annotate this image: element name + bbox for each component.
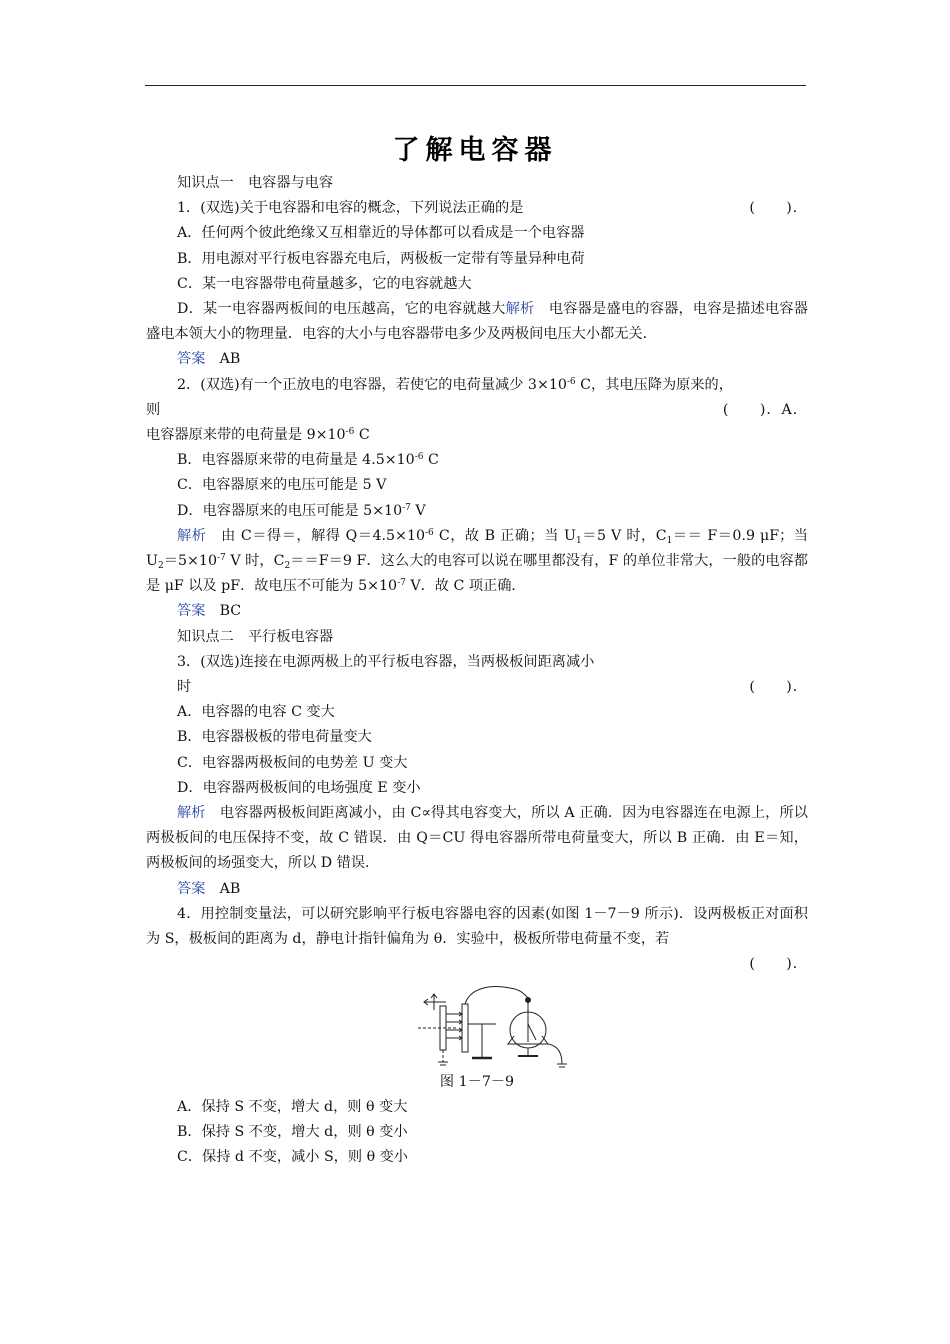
answer-label: 答案 bbox=[177, 603, 206, 620]
question-3-analysis: 解析 电容器两极板间距离减小，由 C∝得其电容变大，所以 A 正确．因为电容器连在电源上，所以两极板间的电压保持不变，故 C 错误．由 Q＝CU 得电容器所带电荷量变大，所以 B 正确．由 E＝知，两极板间的场强变大，所以 D 错误． bbox=[146, 805, 808, 872]
answer-label: 答案 bbox=[177, 351, 206, 368]
question-4-stem: 4．用控制变量法，可以研究影响平行板电容器电容的因素(如图 1－7－9 所示)．设两极板正对面积为 S，极板间的距离为 d，静电计指针偏角为 θ．实验中，极板所带电荷量不变，若 bbox=[146, 905, 808, 948]
section-header-1: 知识点一 电容器与电容 bbox=[177, 175, 334, 191]
question-4-blank: ( )． bbox=[749, 956, 808, 973]
question-2-answer: 答案 BC bbox=[177, 603, 242, 620]
capacitor-experiment-figure bbox=[410, 984, 580, 1070]
ground-wire-b bbox=[548, 1044, 562, 1064]
electroscope-needle bbox=[528, 1024, 536, 1040]
question-1-option-b: B．用电源对平行板电容器充电后，两极板一定带有等量异种电荷 bbox=[177, 250, 585, 267]
question-3-option-c: C．电容器两极板间的电势差 U 变大 bbox=[177, 754, 408, 771]
electroscope-knob bbox=[526, 997, 531, 1002]
figure-caption: 图 1－7－9 bbox=[439, 1073, 515, 1090]
question-3-option-d: D．电容器两极板间的电场强度 E 变小 bbox=[177, 779, 421, 796]
question-1-option-d-analysis: D．某一电容器两板间的电压越高，它的电容就越大解析 电容器是盛电的容器，电容是描述电容器盛电本领大小的物理量．电容的大小与电容器带电多少及两极间电压大小都无关． bbox=[146, 301, 808, 343]
question-2-analysis: 解析 由 C＝得＝，解得 $Q=4.5\times 10^{-6}$ C，故 B 正确；当 $U_1=5$ V 时，$C_1== F=0.9$ μF；当 $U_2=5\times 10^{-7}$ V 时，$C_2==F=9$ F．这么大的电容可以说在哪里都没有，F 的单位非常大，一般的电容都是 μF 以及 pF．故电压不可能为 $5\times 10^{-7}$ V．故 C 项正确． bbox=[146, 527, 808, 595]
question-2-stem: 2．(双选)有一个正放电的电容器，若使它的电荷量减少 $3\times 10^{-6}$ C，其电压降为原来的， bbox=[177, 376, 733, 393]
question-2-option-a: 电容器原来带的电荷量是 $9\times 10^{-6}$ C bbox=[146, 427, 370, 444]
answer-blank: ( )． bbox=[749, 679, 808, 696]
question-2-option-d: D．电容器原来的电压可能是 $5\times 10^{-7}$ V bbox=[177, 502, 426, 519]
question-1-stem: 1．(双选)关于电容器和电容的概念，下列说法正确的是 ( )． bbox=[146, 196, 808, 221]
question-2-option-c: C．电容器原来的电压可能是 5 V bbox=[177, 477, 387, 494]
answer-blank: ( )． bbox=[749, 200, 808, 217]
question-4-option-a: A．保持 S 不变，增大 d，则 θ 变大 bbox=[177, 1098, 408, 1115]
question-3-stem: 3．(双选)连接在电源两极上的平行板电容器，当两极板间距离减小 bbox=[177, 653, 595, 670]
question-2-option-b: B．电容器原来带的电荷量是 $4.5\times 10^{-6}$ C bbox=[177, 452, 439, 469]
question-1-option-a: A．任何两个彼此绝缘又互相靠近的导体都可以看成是一个电容器 bbox=[177, 225, 585, 242]
header-rule bbox=[145, 85, 806, 86]
question-1-option-c: C．某一电容器带电荷量越多，它的电容就越大 bbox=[177, 275, 472, 292]
answer-blank: ( )．A． bbox=[722, 401, 808, 418]
question-4-option-b: B．保持 S 不变，增大 d，则 θ 变小 bbox=[177, 1123, 408, 1140]
plate-b bbox=[462, 1004, 468, 1052]
analysis-label: 解析 bbox=[177, 805, 206, 822]
question-3-stem-cont: 时 ( )． bbox=[146, 675, 808, 700]
analysis-label: 解析 bbox=[177, 527, 207, 544]
answer-label: 答案 bbox=[177, 880, 206, 897]
connecting-wire bbox=[465, 986, 528, 1003]
question-3-option-a: A．电容器的电容 C 变大 bbox=[177, 704, 335, 721]
analysis-label: 解析 bbox=[505, 301, 535, 318]
question-2-stem-cont: 则 ( )．A． bbox=[146, 398, 808, 423]
section-header-2: 知识点二 平行板电容器 bbox=[177, 628, 334, 645]
question-4-option-c: C．保持 d 不变，减小 S，则 θ 变小 bbox=[177, 1149, 408, 1166]
page-title: 了解电容器 bbox=[392, 135, 558, 166]
question-1-answer: 答案 AB bbox=[177, 351, 241, 368]
question-3-answer: 答案 AB bbox=[177, 880, 241, 897]
document-body bbox=[146, 171, 808, 1170]
question-3-option-b: B．电容器极板的带电荷量变大 bbox=[177, 729, 372, 746]
